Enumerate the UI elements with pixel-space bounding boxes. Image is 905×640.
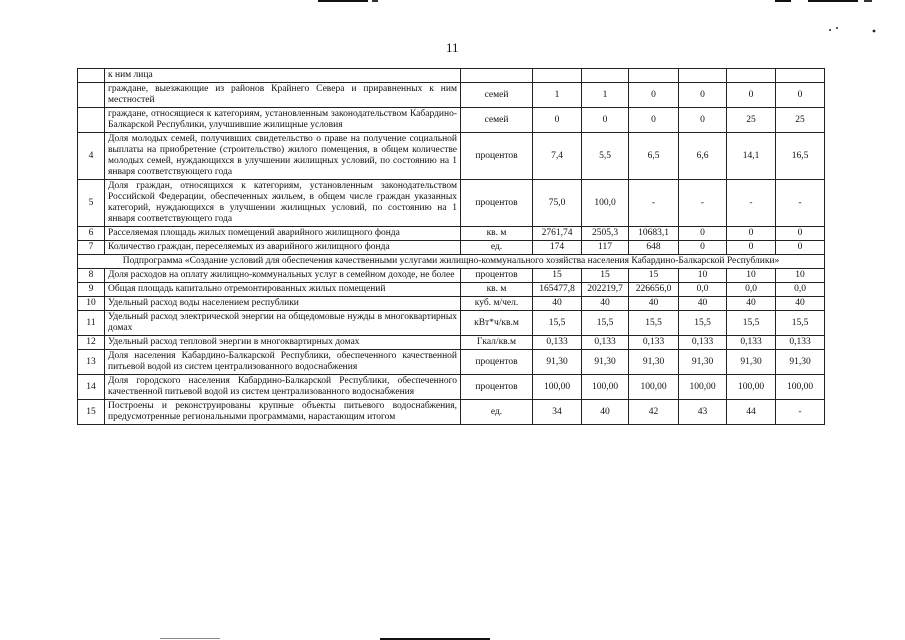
value-cell: - bbox=[727, 180, 776, 227]
value-cell: 34 bbox=[533, 400, 582, 425]
value-cell: 25 bbox=[776, 108, 825, 133]
value-cell: 165477,8 bbox=[533, 283, 582, 297]
value-cell: 6,6 bbox=[679, 133, 727, 180]
value-cell: 0,133 bbox=[679, 336, 727, 350]
unit-cell: куб. м/чел. bbox=[461, 297, 533, 311]
unit-cell: процентов bbox=[461, 375, 533, 400]
value-cell: 91,30 bbox=[629, 350, 679, 375]
unit-cell: ед. bbox=[461, 241, 533, 255]
value-cell: 15 bbox=[629, 269, 679, 283]
value-cell: 0,0 bbox=[727, 283, 776, 297]
value-cell: 14,1 bbox=[727, 133, 776, 180]
value-cell: 0 bbox=[776, 83, 825, 108]
row-number: 9 bbox=[78, 283, 105, 297]
table-row bbox=[78, 269, 825, 283]
value-cell: 0,133 bbox=[582, 336, 629, 350]
row-number: 11 bbox=[78, 311, 105, 336]
value-cell: 43 bbox=[679, 400, 727, 425]
indicator-text: Доля населения Кабардино-Балкарской Республики, обеспеченного качественной питьевой водой из систем централизованного водоснабжения bbox=[105, 350, 461, 375]
value-cell: 174 bbox=[533, 241, 582, 255]
row-number: 14 bbox=[78, 375, 105, 400]
unit-cell: кВт*ч/кв.м bbox=[461, 311, 533, 336]
value-cell: 100,00 bbox=[679, 375, 727, 400]
value-cell: 0 bbox=[582, 108, 629, 133]
value-cell bbox=[533, 69, 582, 83]
value-cell: 10 bbox=[727, 269, 776, 283]
value-cell bbox=[679, 69, 727, 83]
row-number: 10 bbox=[78, 297, 105, 311]
value-cell: 0,133 bbox=[629, 336, 679, 350]
value-cell: 0,133 bbox=[533, 336, 582, 350]
section-row bbox=[78, 255, 825, 269]
table-row bbox=[78, 108, 825, 133]
value-cell: 15,5 bbox=[776, 311, 825, 336]
value-cell: 0 bbox=[679, 241, 727, 255]
value-cell: 10683,1 bbox=[629, 227, 679, 241]
value-cell: 100,00 bbox=[727, 375, 776, 400]
row-number: 7 bbox=[78, 241, 105, 255]
table-row bbox=[78, 83, 825, 108]
value-cell: 0,133 bbox=[776, 336, 825, 350]
unit-cell: процентов bbox=[461, 269, 533, 283]
value-cell: 25 bbox=[727, 108, 776, 133]
indicator-table-body bbox=[78, 69, 825, 425]
value-cell bbox=[776, 69, 825, 83]
row-number: 13 bbox=[78, 350, 105, 375]
value-cell: 15,5 bbox=[582, 311, 629, 336]
value-cell: 40 bbox=[533, 297, 582, 311]
value-cell: 5,5 bbox=[582, 133, 629, 180]
value-cell: 2505,3 bbox=[582, 227, 629, 241]
value-cell: 0 bbox=[629, 108, 679, 133]
value-cell: - bbox=[629, 180, 679, 227]
value-cell: 16,5 bbox=[776, 133, 825, 180]
value-cell: 75,0 bbox=[533, 180, 582, 227]
indicator-text: к ним лица bbox=[105, 69, 461, 83]
unit-cell: семей bbox=[461, 83, 533, 108]
table-row bbox=[78, 375, 825, 400]
value-cell: 40 bbox=[582, 297, 629, 311]
value-cell: 1 bbox=[582, 83, 629, 108]
row-number: 8 bbox=[78, 269, 105, 283]
row-number: 6 bbox=[78, 227, 105, 241]
value-cell: 0 bbox=[776, 241, 825, 255]
section-title: Подпрограмма «Создание условий для обеспечения качественными услугами жилищно-коммунального хозяйства населения Кабардино-Балкарской Республики» bbox=[78, 255, 825, 269]
value-cell: 0 bbox=[533, 108, 582, 133]
value-cell: 40 bbox=[629, 297, 679, 311]
value-cell: 0 bbox=[727, 83, 776, 108]
table-row bbox=[78, 227, 825, 241]
value-cell: 15,5 bbox=[533, 311, 582, 336]
value-cell: 0 bbox=[727, 241, 776, 255]
value-cell: 91,30 bbox=[776, 350, 825, 375]
table-row bbox=[78, 297, 825, 311]
value-cell: 15,5 bbox=[629, 311, 679, 336]
value-cell: 15 bbox=[533, 269, 582, 283]
indicator-text: граждане, выезжающие из районов Крайнего Севера и приравненных к ним местностей bbox=[105, 83, 461, 108]
value-cell: 40 bbox=[679, 297, 727, 311]
table-row bbox=[78, 336, 825, 350]
value-cell: 91,30 bbox=[533, 350, 582, 375]
value-cell: 42 bbox=[629, 400, 679, 425]
row-number: 12 bbox=[78, 336, 105, 350]
table-row bbox=[78, 180, 825, 227]
value-cell: 0,0 bbox=[679, 283, 727, 297]
value-cell: 15,5 bbox=[679, 311, 727, 336]
indicator-table bbox=[77, 68, 825, 425]
value-cell: 0 bbox=[776, 227, 825, 241]
indicator-text: граждане, относящиеся к категориям, установленным законодательством Кабардино-Балкарской Республики, улучшившие жилищные условия bbox=[105, 108, 461, 133]
value-cell: 40 bbox=[582, 400, 629, 425]
unit-cell: процентов bbox=[461, 180, 533, 227]
value-cell: 2761,74 bbox=[533, 227, 582, 241]
row-number: 15 bbox=[78, 400, 105, 425]
unit-cell bbox=[461, 69, 533, 83]
value-cell: 40 bbox=[776, 297, 825, 311]
value-cell: 100,0 bbox=[582, 180, 629, 227]
table-row bbox=[78, 311, 825, 336]
value-cell bbox=[727, 69, 776, 83]
value-cell: 40 bbox=[727, 297, 776, 311]
indicator-text: Общая площадь капитально отремонтированных жилых помещений bbox=[105, 283, 461, 297]
unit-cell: кв. м bbox=[461, 283, 533, 297]
table-row bbox=[78, 69, 825, 83]
indicator-text: Построены и реконструированы крупные объекты питьевого водоснабжения, предусмотренные региональными программами, нарастающим итогом bbox=[105, 400, 461, 425]
indicator-text: Доля молодых семей, получивших свидетельство о праве на получение социальной выплаты на приобретение (строительство) жилого помещения, в общем количестве молодых семей, нуждающихся в улучшении жилищных условий, по состоянию на 1 января соответствующего года bbox=[105, 133, 461, 180]
row-number bbox=[78, 69, 105, 83]
value-cell: 6,5 bbox=[629, 133, 679, 180]
value-cell: 91,30 bbox=[582, 350, 629, 375]
value-cell: 100,00 bbox=[582, 375, 629, 400]
value-cell: - bbox=[679, 180, 727, 227]
indicator-text: Количество граждан, переселяемых из аварийного жилищного фонда bbox=[105, 241, 461, 255]
value-cell: 91,30 bbox=[727, 350, 776, 375]
indicator-text: Удельный расход воды населением республики bbox=[105, 297, 461, 311]
row-number bbox=[78, 83, 105, 108]
value-cell: 44 bbox=[727, 400, 776, 425]
value-cell: 1 bbox=[533, 83, 582, 108]
value-cell: 0,133 bbox=[727, 336, 776, 350]
value-cell: 202219,7 bbox=[582, 283, 629, 297]
value-cell: 0 bbox=[679, 108, 727, 133]
indicator-text: Доля граждан, относящихся к категориям, установленным законодательством Российской Федерации, обеспеченных жильем, в общем числе граждан указанных категорий, нуждающихся в улучшении жилищных условий, по состоянию на 1 января соответствующего года bbox=[105, 180, 461, 227]
value-cell: 15 bbox=[582, 269, 629, 283]
value-cell: 10 bbox=[679, 269, 727, 283]
row-number bbox=[78, 108, 105, 133]
indicator-text: Удельный расход электрической энергии на общедомовые нужды в многоквартирных домах bbox=[105, 311, 461, 336]
value-cell: 100,00 bbox=[629, 375, 679, 400]
value-cell: 0,0 bbox=[776, 283, 825, 297]
value-cell: 0 bbox=[679, 83, 727, 108]
value-cell: 0 bbox=[727, 227, 776, 241]
row-number: 4 bbox=[78, 133, 105, 180]
value-cell: 648 bbox=[629, 241, 679, 255]
unit-cell: Гкал/кв.м bbox=[461, 336, 533, 350]
value-cell: 10 bbox=[776, 269, 825, 283]
value-cell: 0 bbox=[679, 227, 727, 241]
scan-artifact-bottom bbox=[0, 628, 905, 640]
table-row bbox=[78, 133, 825, 180]
value-cell: 117 bbox=[582, 241, 629, 255]
value-cell bbox=[629, 69, 679, 83]
value-cell: 91,30 bbox=[679, 350, 727, 375]
value-cell: 0 bbox=[629, 83, 679, 108]
value-cell: - bbox=[776, 180, 825, 227]
unit-cell: процентов bbox=[461, 133, 533, 180]
page-number: 11 bbox=[446, 40, 459, 55]
value-cell: 100,00 bbox=[533, 375, 582, 400]
value-cell: - bbox=[776, 400, 825, 425]
value-cell: 15,5 bbox=[727, 311, 776, 336]
row-number: 5 bbox=[78, 180, 105, 227]
indicator-text: Доля расходов на оплату жилищно-коммунальных услуг в семейном доходе, не более bbox=[105, 269, 461, 283]
scan-artifact-top bbox=[0, 0, 905, 40]
table-row bbox=[78, 400, 825, 425]
value-cell bbox=[582, 69, 629, 83]
table-row bbox=[78, 283, 825, 297]
unit-cell: семей bbox=[461, 108, 533, 133]
value-cell: 7,4 bbox=[533, 133, 582, 180]
indicator-text: Удельный расход тепловой энергии в многоквартирных домах bbox=[105, 336, 461, 350]
unit-cell: ед. bbox=[461, 400, 533, 425]
value-cell: 226656,0 bbox=[629, 283, 679, 297]
value-cell: 100,00 bbox=[776, 375, 825, 400]
unit-cell: процентов bbox=[461, 350, 533, 375]
indicator-text: Расселяемая площадь жилых помещений аварийного жилищного фонда bbox=[105, 227, 461, 241]
indicator-text: Доля городского населения Кабардино-Балкарской Республики, обеспеченного качественной питьевой водой из систем централизованного водоснабжения bbox=[105, 375, 461, 400]
table-row bbox=[78, 241, 825, 255]
unit-cell: кв. м bbox=[461, 227, 533, 241]
table-row bbox=[78, 350, 825, 375]
